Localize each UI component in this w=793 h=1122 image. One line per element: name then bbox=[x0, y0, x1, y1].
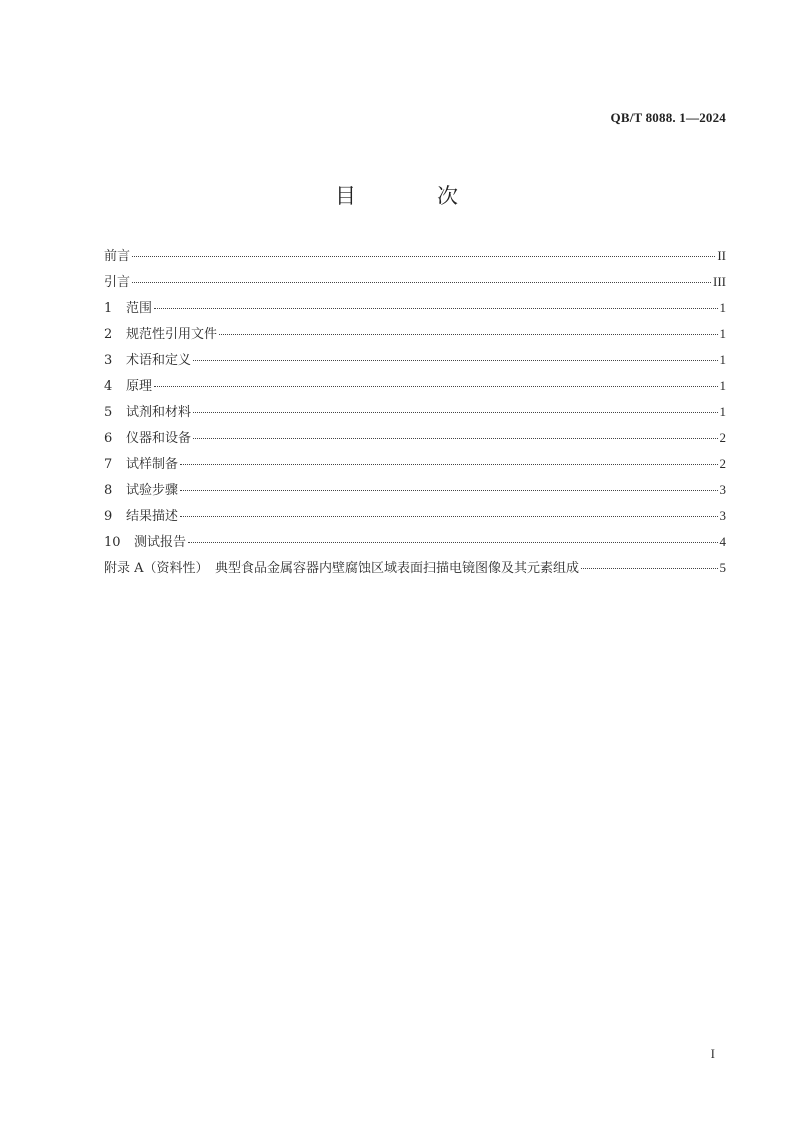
toc-entry-number: 9 bbox=[104, 509, 113, 524]
toc-leader-dots bbox=[132, 281, 711, 283]
toc-entry-reagents-materials[interactable] bbox=[104, 402, 726, 428]
toc-leader-dots bbox=[193, 359, 717, 361]
toc-leader-dots bbox=[193, 437, 717, 439]
toc-entry-number: 3 bbox=[104, 353, 113, 368]
toc-entry-terms-definitions[interactable] bbox=[104, 350, 726, 376]
toc-entry-introduction[interactable] bbox=[104, 272, 726, 298]
toc-entry-page: 3 bbox=[719, 482, 726, 497]
toc-leader-dots bbox=[154, 385, 717, 387]
toc-entry-number: 6 bbox=[104, 431, 113, 446]
toc-entry-sample-preparation[interactable] bbox=[104, 454, 726, 480]
page-number: I bbox=[710, 1046, 715, 1061]
toc-entry-page: 4 bbox=[719, 534, 726, 549]
toc-entry-page: III bbox=[713, 274, 726, 289]
toc-entry-page: 3 bbox=[719, 508, 726, 523]
toc-entry-label: 附录 A（资料性） 典型食品金属容器内壁腐蚀区域表面扫描电镜图像及其元素组成 bbox=[104, 561, 580, 576]
toc-entry-label: 测试报告 bbox=[134, 535, 187, 550]
toc-entry-scope[interactable] bbox=[104, 298, 726, 324]
toc-entry-label: 仪器和设备 bbox=[126, 431, 192, 446]
toc-entry-label: 引言 bbox=[104, 275, 131, 290]
toc-entry-apparatus[interactable] bbox=[104, 428, 726, 454]
toc-entry-page: 1 bbox=[719, 326, 726, 341]
toc-entry-test-procedure[interactable] bbox=[104, 480, 726, 506]
toc-entry-label: 规范性引用文件 bbox=[126, 327, 218, 342]
toc-entry-number: 8 bbox=[104, 483, 113, 498]
toc-leader-dots bbox=[219, 333, 717, 335]
table-of-contents bbox=[104, 246, 726, 584]
toc-entry-page: 2 bbox=[719, 456, 726, 471]
toc-leader-dots bbox=[180, 489, 717, 491]
toc-leader-dots bbox=[581, 567, 717, 569]
toc-entry-number: 5 bbox=[104, 405, 113, 420]
toc-entry-page: 5 bbox=[719, 560, 726, 575]
toc-entry-page: 2 bbox=[719, 430, 726, 445]
toc-entry-test-report[interactable] bbox=[104, 532, 726, 558]
toc-entry-annex-a[interactable] bbox=[104, 558, 726, 584]
document-code: QB/T 8088. 1—2024 bbox=[610, 110, 726, 125]
toc-entry-label: 试剂和材料 bbox=[126, 405, 192, 420]
toc-leader-dots bbox=[188, 541, 717, 543]
toc-entry-label: 试验步骤 bbox=[126, 483, 179, 498]
toc-leader-dots bbox=[193, 411, 717, 413]
toc-leader-dots bbox=[132, 255, 715, 257]
toc-entry-number: 1 bbox=[104, 301, 113, 316]
toc-entry-page: 1 bbox=[719, 300, 726, 315]
toc-entry-number: 10 bbox=[104, 535, 121, 550]
toc-entry-number: 2 bbox=[104, 327, 113, 342]
toc-entry-page: 1 bbox=[719, 352, 726, 367]
toc-entry-foreword[interactable] bbox=[104, 246, 726, 272]
toc-leader-dots bbox=[180, 463, 717, 465]
toc-entry-number: 7 bbox=[104, 457, 113, 472]
toc-entry-label: 结果描述 bbox=[126, 509, 179, 524]
toc-leader-dots bbox=[154, 307, 717, 309]
toc-entry-principle[interactable] bbox=[104, 376, 726, 402]
toc-entry-label: 原理 bbox=[126, 379, 153, 394]
toc-leader-dots bbox=[180, 515, 717, 517]
toc-entry-result-description[interactable] bbox=[104, 506, 726, 532]
toc-entry-label: 术语和定义 bbox=[126, 353, 192, 368]
toc-entry-page: 1 bbox=[719, 404, 726, 419]
toc-entry-label: 试样制备 bbox=[126, 457, 179, 472]
toc-entry-label: 范围 bbox=[126, 301, 153, 316]
toc-entry-label: 前言 bbox=[104, 249, 131, 264]
toc-entry-page: II bbox=[717, 248, 726, 263]
toc-entry-number: 4 bbox=[104, 379, 113, 394]
page-title: 目 次 bbox=[335, 184, 488, 208]
toc-entry-normative-references[interactable] bbox=[104, 324, 726, 350]
toc-entry-page: 1 bbox=[719, 378, 726, 393]
